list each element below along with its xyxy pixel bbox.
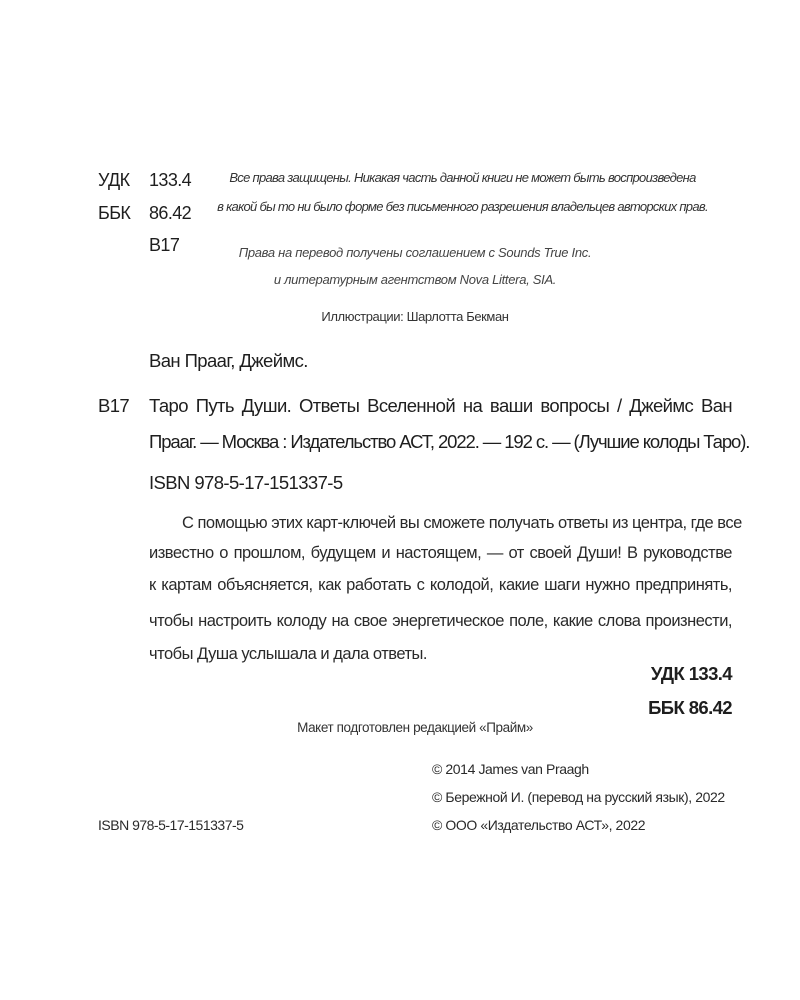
bbk-value: 86.42 bbox=[149, 203, 192, 223]
copyright-line-3: © ООО «Издательство АСТ», 2022 bbox=[432, 817, 646, 833]
annotation-line: чтобы Душа услышала и дала ответы. bbox=[149, 645, 428, 663]
udk-label: УДК bbox=[98, 170, 130, 190]
copyright-line-2: © Бережной И. (перевод на русский язык), 2022 bbox=[432, 789, 725, 805]
isbn-bottom: ISBN 978-5-17-151337-5 bbox=[98, 817, 244, 833]
translation-rights-line-1: Права на перевод получены соглашением с Sounds True Inc. bbox=[238, 245, 592, 260]
rights-notice-line-1: Все права защищены. Никакая часть данной книги не может быть воспроизведена bbox=[229, 170, 696, 185]
annotation-line: чтобы настроить колоду на свое энергетическое поле, какие слова произнести, bbox=[149, 612, 732, 630]
prepared-by-note: Макет подготовлен редакцией «Прайм» bbox=[297, 720, 533, 735]
annotation-line: к картам объясняется, как работать с колодой, какие шаги нужно предпринять, bbox=[149, 576, 732, 594]
annotation-line: известно о прошлом, будущем и настоящем, — от своей Души! В руководстве bbox=[149, 544, 732, 562]
bibliographic-description-line-2: Прааг. — Москва : Издательство АСТ, 2022. — 192 с. — (Лучшие колоды Таро). bbox=[149, 431, 750, 452]
bbk-code-bottom: ББК 86.42 bbox=[648, 697, 732, 718]
bbk-label: ББК bbox=[98, 203, 131, 223]
author-heading: Ван Прааг, Джеймс. bbox=[149, 350, 308, 371]
translation-rights-line-2: и литературным агентством Nova Littera, SIA. bbox=[273, 272, 557, 287]
rights-notice-line-2: в какой бы то ни было форме без письменного разрешения владельцев авторских прав. bbox=[217, 199, 708, 214]
illustrations-credit: Иллюстрации: Шарлотта Бекман bbox=[321, 309, 509, 324]
annotation-line: С помощью этих карт-ключей вы сможете получать ответы из центра, где все bbox=[182, 514, 742, 532]
bibliographic-description-line-1: Таро Путь Души. Ответы Вселенной на ваши вопросы / Джеймс Ван bbox=[149, 395, 732, 416]
udk-code-bottom: УДК 133.4 bbox=[650, 663, 732, 684]
bibliographic-mark: В17 bbox=[98, 395, 130, 416]
author-mark: В17 bbox=[149, 235, 180, 255]
copyright-line-1: © 2014 James van Praagh bbox=[432, 761, 589, 777]
bibliographic-isbn: ISBN 978-5-17-151337-5 bbox=[149, 472, 343, 493]
udk-value: 133.4 bbox=[149, 170, 192, 190]
